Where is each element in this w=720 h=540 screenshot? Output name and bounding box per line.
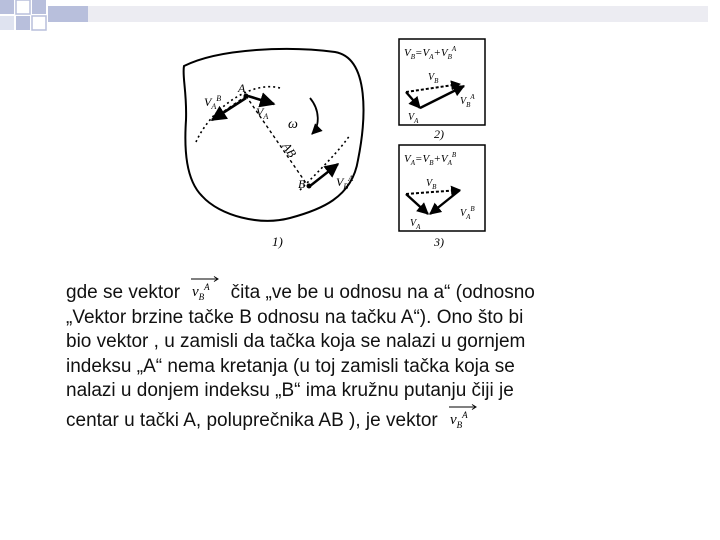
label-vb: $V_B$ (426, 178, 437, 191)
slide-corner-decoration (0, 0, 720, 40)
label-va: $V_A$ (256, 105, 269, 121)
rigid-body-outline (184, 49, 364, 221)
figure-1-diagram (170, 40, 390, 252)
label-va-left: $V_A^B$ (204, 94, 222, 111)
text-line-6: centar u tački A, poluprečnika AB ), je vektor $v_B^A$ (66, 404, 646, 434)
text-line-5: nalazi u donjem indeksu „B“ ima kružnu putanju čiji je (66, 380, 514, 401)
label-vb: $V_B$ (428, 72, 439, 85)
figure-3-diagram (398, 144, 488, 252)
label-point-a: A (238, 81, 246, 95)
body-text (66, 276, 646, 433)
figure-2-caption: 2) (434, 127, 444, 141)
text-line-3: bio vektor , u zamisli da tačka koja se nalazi u gornjem (66, 331, 526, 352)
text-line-4: indeksu „A“ nema kretanja (u toj zamisli tačka koja se (66, 355, 515, 377)
label-vab: $V_A^B$ (460, 205, 475, 221)
text-line-1: gde se vektor $v_B^A$ čita „ve be u odnosu na a“ (odnosno (66, 276, 646, 306)
label-va: $V_A$ (410, 218, 421, 231)
vector-symbol-vba (189, 276, 221, 302)
figure-2-equation: $V_B=V_A+V_B^A$ (404, 45, 457, 61)
label-segment-ab: AB (279, 139, 300, 160)
label-vba: $V_B^A$ (336, 174, 354, 191)
vector-symbol-vba-end (447, 404, 479, 430)
figure-3-equation: $V_A=V_B+V_A^B$ (404, 151, 457, 167)
figure-3-caption: 3) (434, 235, 444, 249)
label-point-b: B (298, 177, 306, 191)
label-omega: ω (288, 117, 298, 132)
label-vba: $V_B^A$ (460, 93, 475, 109)
svg-text:vBA: $v_B^A$ (450, 409, 468, 430)
text-line-2: „Vektor brzine tačke B odnosu na tačku A“). Ono što bi (66, 306, 524, 328)
label-va: $V_A$ (408, 112, 419, 125)
figure-1-caption: 1) (272, 234, 283, 249)
figure-2-diagram (398, 38, 488, 142)
svg-text:vBA: $v_B^A$ (192, 282, 211, 302)
